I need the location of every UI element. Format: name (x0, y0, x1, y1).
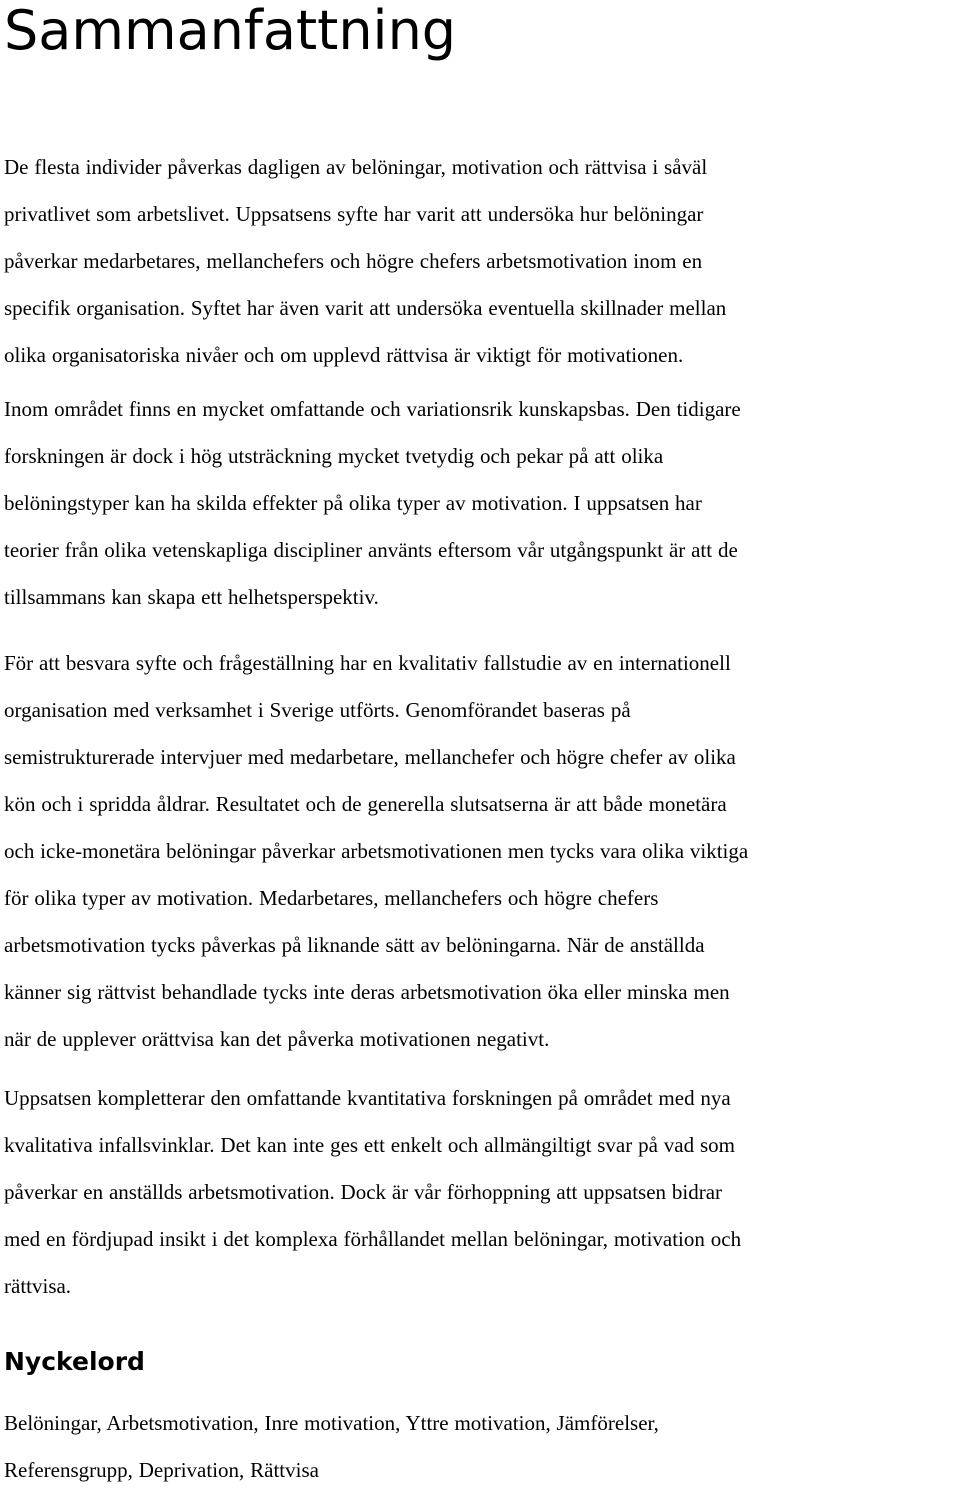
text-line: rättvisa. (4, 1274, 72, 1298)
paragraph-purpose (4, 144, 960, 379)
text-line: för olika typer av motivation. Medarbetares, mellanchefers och högre chefers (4, 886, 659, 910)
page-title: Sammanfattning (4, 0, 457, 62)
text-line: De flesta individer påverkas dagligen av belöningar, motivation och rättvisa i såväl (4, 155, 708, 179)
text-line: organisation med verksamhet i Sverige utförts. Genomförandet baseras på (4, 698, 631, 722)
text-line: privatlivet som arbetslivet. Uppsatsens syfte har varit att undersöka hur belöningar (4, 202, 704, 226)
text-line: Referensgrupp, Deprivation, Rättvisa (4, 1458, 319, 1482)
text-line: kön och i spridda åldrar. Resultatet och de generella slutsatserna är att både monetära (4, 792, 727, 816)
text-line: Uppsatsen kompletterar den omfattande kvantitativa forskningen på området med nya (4, 1086, 731, 1110)
text-line: kvalitativa infallsvinklar. Det kan inte ges ett enkelt och allmängiltigt svar på vad som (4, 1133, 735, 1157)
text-line: med en fördjupad insikt i det komplexa förhållandet mellan belöningar, motivation och (4, 1227, 742, 1251)
keywords-heading: Nyckelord (4, 1347, 145, 1376)
text-line: olika organisatoriska nivåer och om upplevd rättvisa är viktigt för motivationen. (4, 343, 684, 367)
text-line: Belöningar, Arbetsmotivation, Inre motivation, Yttre motivation, Jämförelser, (4, 1411, 659, 1435)
paragraph-method-results (4, 640, 960, 1063)
text-line: För att besvara syfte och frågeställning har en kvalitativ fallstudie av en internationell (4, 651, 731, 675)
text-line: belöningstyper kan ha skilda effekter på olika typer av motivation. I uppsatsen har (4, 491, 702, 515)
text-line: teorier från olika vetenskapliga discipliner använts eftersom vår utgångspunkt är att de (4, 538, 738, 562)
paragraph-background (4, 386, 960, 621)
text-line: Inom området finns en mycket omfattande och variationsrik kunskapsbas. Den tidigare (4, 397, 741, 421)
text-line: och icke-monetära belöningar påverkar arbetsmotivationen men tycks vara olika viktiga (4, 839, 749, 863)
text-line: semistrukturerade intervjuer med medarbetare, mellanchefer och högre chefer av olika (4, 745, 736, 769)
text-line: påverkar en anställds arbetsmotivation. Dock är vår förhoppning att uppsatsen bidrar (4, 1180, 723, 1204)
keywords-list (4, 1400, 960, 1494)
text-line: arbetsmotivation tycks påverkas på liknande sätt av belöningarna. När de anställda (4, 933, 705, 957)
text-line: när de upplever orättvisa kan det påverka motivationen negativt. (4, 1027, 550, 1051)
paragraph-contribution (4, 1075, 960, 1310)
text-line: påverkar medarbetares, mellanchefers och högre chefers arbetsmotivation inom en (4, 249, 703, 273)
text-line: känner sig rättvist behandlade tycks inte deras arbetsmotivation öka eller minska men (4, 980, 730, 1004)
text-line: specifik organisation. Syftet har även varit att undersöka eventuella skillnader mellan (4, 296, 727, 320)
text-line: forskningen är dock i hög utsträckning mycket tvetydig och pekar på att olika (4, 444, 664, 468)
text-line: tillsammans kan skapa ett helhetsperspektiv. (4, 585, 379, 609)
